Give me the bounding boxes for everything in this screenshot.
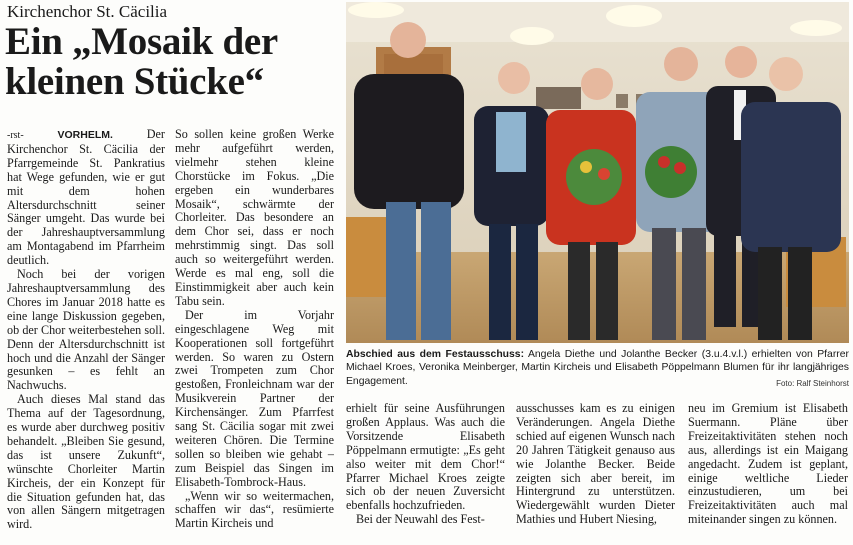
photo-caption — [346, 348, 849, 388]
lead-paragraph — [7, 128, 165, 268]
group-photo-illustration — [346, 2, 849, 343]
paragraph: „Wenn wir so weitermachen, schaffen wir das“, resümierte Martin Kircheis und — [175, 488, 334, 531]
paragraph: Bei der Neuwahl des Fest- — [356, 512, 485, 527]
article-column-2 — [175, 128, 334, 543]
article-photo — [346, 2, 849, 343]
caption-lead: Abschied aus dem Festausschuss: — [346, 349, 525, 360]
author-tag: -rst- — [7, 130, 24, 141]
paragraph: ausschusses kam es zu einigen Veränderungen. Angela Diethe schied auf eigenen Wunsch nach 20 Jahren Tätigkeit genauso aus wie Jolanthe Becker. Beide zeigten sich aber bereit, im Hintergrund zu unterstützen. Wiedergewählt wurden Dieter Mathies und Hubert Niesing, — [516, 402, 675, 527]
paragraph: neu im Gremium ist Elisabeth Suermann. Pläne über Freizeitaktivitäten stehen noch aus, allerdings ist ein Maigang angedacht. Zudem ist geplant, einige weltliche Lieder einzustudieren, um bei Freizeitaktivitäten auch mal miteinander singen zu können. — [688, 402, 848, 527]
paragraph: So sollen keine großen Werke mehr aufgeführt werden, vielmehr stehen kleine Chorstücke im Fokus. „Die ergeben ein wunderbares Mosaik“, schwärmte der Chorleiter. Das besondere an dem Chor sei, dass er noch mehrstimmig singt. Das soll auch so weitergeführt werden. Werde es mal eng, soll die Einstimmigkeit aber auch kein Tabu sein. — [175, 128, 334, 308]
paragraph-text: Der Kirchenchor St. Cäcilia der Pfarrgemeinde St. Pankratius hat Wege gefunden, wie er gut mit dem hohen Altersdurchschnitt seiner Sänger umgeht. Das wurde bei der Jahreshauptversammlung am Montagabend im Pfarrheim deutlich. — [7, 128, 165, 268]
paragraph: Auch dieses Mal stand das Thema auf der Tagesordnung, es wurde aber durchweg positiv behandelt. „Bleiben Sie gesund, das ist unsere Zukunft“, wünschte Chorleiter Martin Kircheis, der ein Konzept für die Situation gefunden hat, das von allen Sängern mitgetragen wird. — [7, 392, 165, 532]
paragraph: Noch bei der vorigen Jahreshauptversammlung des Chores im Januar 2018 hatte es eine lange Diskussion gegeben, ob der Chor weiterbestehen soll. Denn der Altersdurchschnitt ist hoch und die Anzahl der Sänger gesunken – es fehlt an Nachwuchs. — [7, 267, 165, 393]
article-column-5 — [688, 402, 848, 543]
caption-text: Angela Diethe und Jolanthe Becker (3.u.4.v.l.) erhielten von Pfarrer Michael Kroes, Veronika Meinberger, Martin Kircheis und Elisabeth Pöppelmann Blumen für ihr langjähriges Engagement. — [346, 349, 849, 387]
article-column-1 — [7, 128, 165, 543]
article-kicker: Kirchenchor St. Cäcilia — [7, 2, 168, 21]
article-headline: Ein „Mosaik der kleinen Stücke“ — [5, 20, 278, 103]
photo-credit: Foto: Ralf Steinhorst — [776, 379, 849, 388]
article-column-4 — [516, 402, 675, 543]
paragraph: erhielt für seine Ausführungen großen Applaus. Was auch die Vorsitzende Elisabeth Pöppelmann ermutigte: „Es geht also weiter mit dem Chor!“ Pfarrer Michael Kroes zeigte sich ob der neuen Zuversicht ebenfalls hochzufrieden. — [346, 402, 505, 513]
dateline: VORHELM. — [57, 129, 113, 141]
paragraph: Der im Vorjahr eingeschlagene Weg mit Kooperationen soll fortgeführt werden. So waren zu Ostern zwei Trompeten zum Chor gestoßen, Fronleichnam war der Musikverein Partner der Kirchensänger. Zum Pfarrfest sang St. Cäcilia sogar mit zwei weiteren Chören. Die Termine sollen so bleiben wie gehabt – zum Beispiel das Singen im Elisabeth-Tombrock-Haus. — [175, 307, 334, 489]
article-column-3 — [346, 402, 505, 543]
